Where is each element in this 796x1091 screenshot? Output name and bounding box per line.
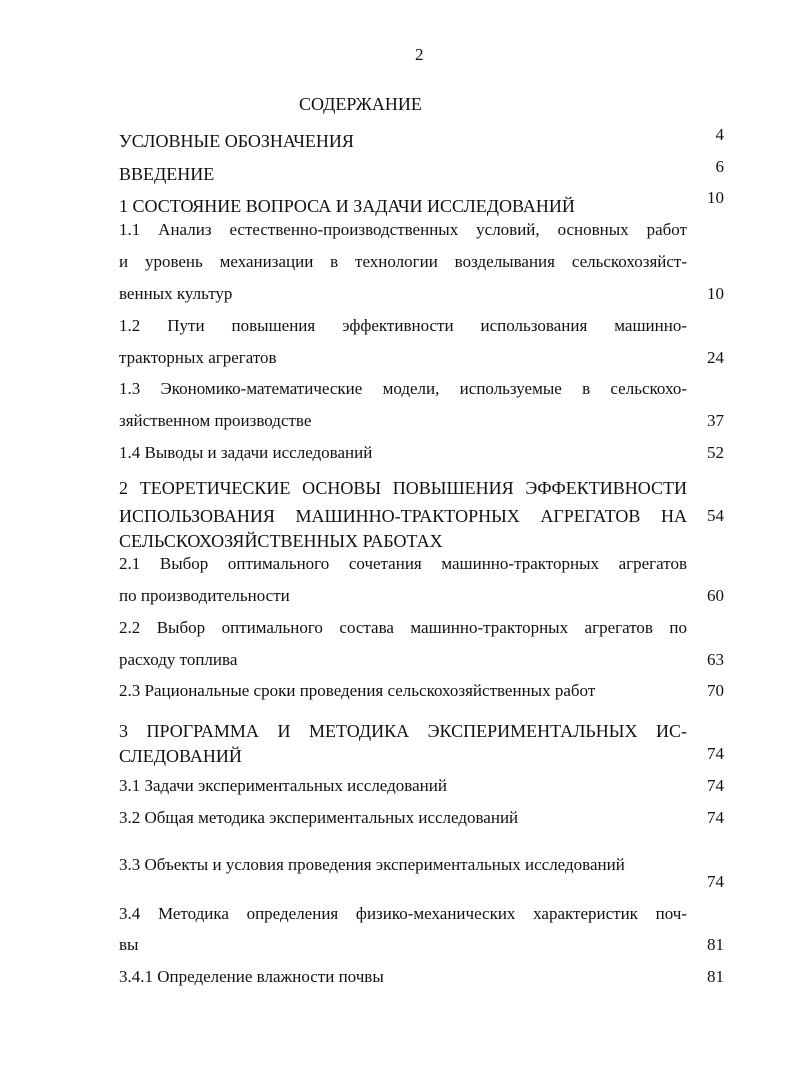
- toc-entry-text: 3.4 Методика определения физико-механических характеристик поч-: [119, 904, 687, 923]
- toc-entry-text: ВВЕДЕНИЕ: [119, 164, 215, 184]
- toc-entry-page: 74: [707, 776, 724, 795]
- toc-entry-text: 1.3 Экономико-математические модели, используемые в сельскохо-: [119, 379, 687, 398]
- toc-entry-text: 2 ТЕОРЕТИЧЕСКИЕ ОСНОВЫ ПОВЫШЕНИЯ ЭФФЕКТИВНОСТИ: [119, 478, 687, 498]
- toc-entry-text: тракторных агрегатов: [119, 348, 277, 367]
- toc-entry-page: 74: [707, 872, 724, 891]
- toc-entry-text: и уровень механизации в технологии возделывания сельскохозяйст-: [119, 252, 687, 271]
- toc-entry-text: 1.1 Анализ естественно-производственных условий, основных работ: [119, 220, 687, 239]
- toc-entry-page: 63: [707, 650, 724, 669]
- toc-entry-text: УСЛОВНЫЕ ОБОЗНАЧЕНИЯ: [119, 131, 354, 151]
- toc-entry-page: 37: [707, 411, 724, 430]
- toc-entry-page: 24: [707, 348, 724, 367]
- toc-entry-page: 74: [707, 808, 724, 827]
- toc-entry-text: 2.1 Выбор оптимального сочетания машинно-тракторных агрегатов: [119, 554, 687, 573]
- page-number: 2: [415, 45, 424, 64]
- page-title: СОДЕРЖАНИЕ: [299, 94, 422, 114]
- toc-entry-text: СЛЕДОВАНИЙ: [119, 746, 242, 766]
- toc-entry-page: 81: [707, 935, 724, 954]
- toc-entry-text: 1.4 Выводы и задачи исследований: [119, 443, 373, 462]
- toc-entry-page: 54: [707, 506, 724, 525]
- toc-entry-text: ИСПОЛЬЗОВАНИЯ МАШИННО-ТРАКТОРНЫХ АГРЕГАТОВ НА: [119, 506, 687, 526]
- toc-entry-text: 3 ПРОГРАММА И МЕТОДИКА ЭКСПЕРИМЕНТАЛЬНЫХ ИС-: [119, 721, 687, 741]
- toc-entry-text: венных культур: [119, 284, 233, 303]
- toc-entry-page: 74: [707, 744, 724, 763]
- toc-entry-text: 2.2 Выбор оптимального состава машинно-тракторных агрегатов по: [119, 618, 687, 637]
- toc-entry-text: 3.1 Задачи экспериментальных исследований: [119, 776, 447, 795]
- toc-entry-text: 1.2 Пути повышения эффективности использования машинно-: [119, 316, 687, 335]
- toc-entry-page: 70: [707, 681, 724, 700]
- toc-entry-page: 6: [715, 157, 724, 176]
- toc-entry-page: 4: [715, 125, 724, 144]
- toc-entry-text: 2.3 Рациональные сроки проведения сельскохозяйственных работ: [119, 681, 596, 700]
- toc-entry-text: расходу топлива: [119, 650, 238, 669]
- toc-entry-page: 81: [707, 967, 724, 986]
- toc-entry-page: 10: [707, 284, 724, 303]
- toc-entry-text: 1 СОСТОЯНИЕ ВОПРОСА И ЗАДАЧИ ИССЛЕДОВАНИЙ: [119, 196, 575, 216]
- toc-entry-text: 3.2 Общая методика экспериментальных исследований: [119, 808, 519, 827]
- toc-entry-text: 3.3 Объекты и условия проведения экспериментальных исследований: [119, 855, 625, 874]
- toc-entry-page: 10: [707, 188, 724, 207]
- toc-entry-text: СЕЛЬСКОХОЗЯЙСТВЕННЫХ РАБОТАХ: [119, 531, 443, 551]
- toc-entry-page: 52: [707, 443, 724, 462]
- toc-entry-text: по производительности: [119, 586, 290, 605]
- toc-entry-text: 3.4.1 Определение влажности почвы: [119, 967, 384, 986]
- toc-entry-page: 60: [707, 586, 724, 605]
- toc-entry-text: вы: [119, 935, 139, 954]
- toc-entry-text: зяйственном производстве: [119, 411, 312, 430]
